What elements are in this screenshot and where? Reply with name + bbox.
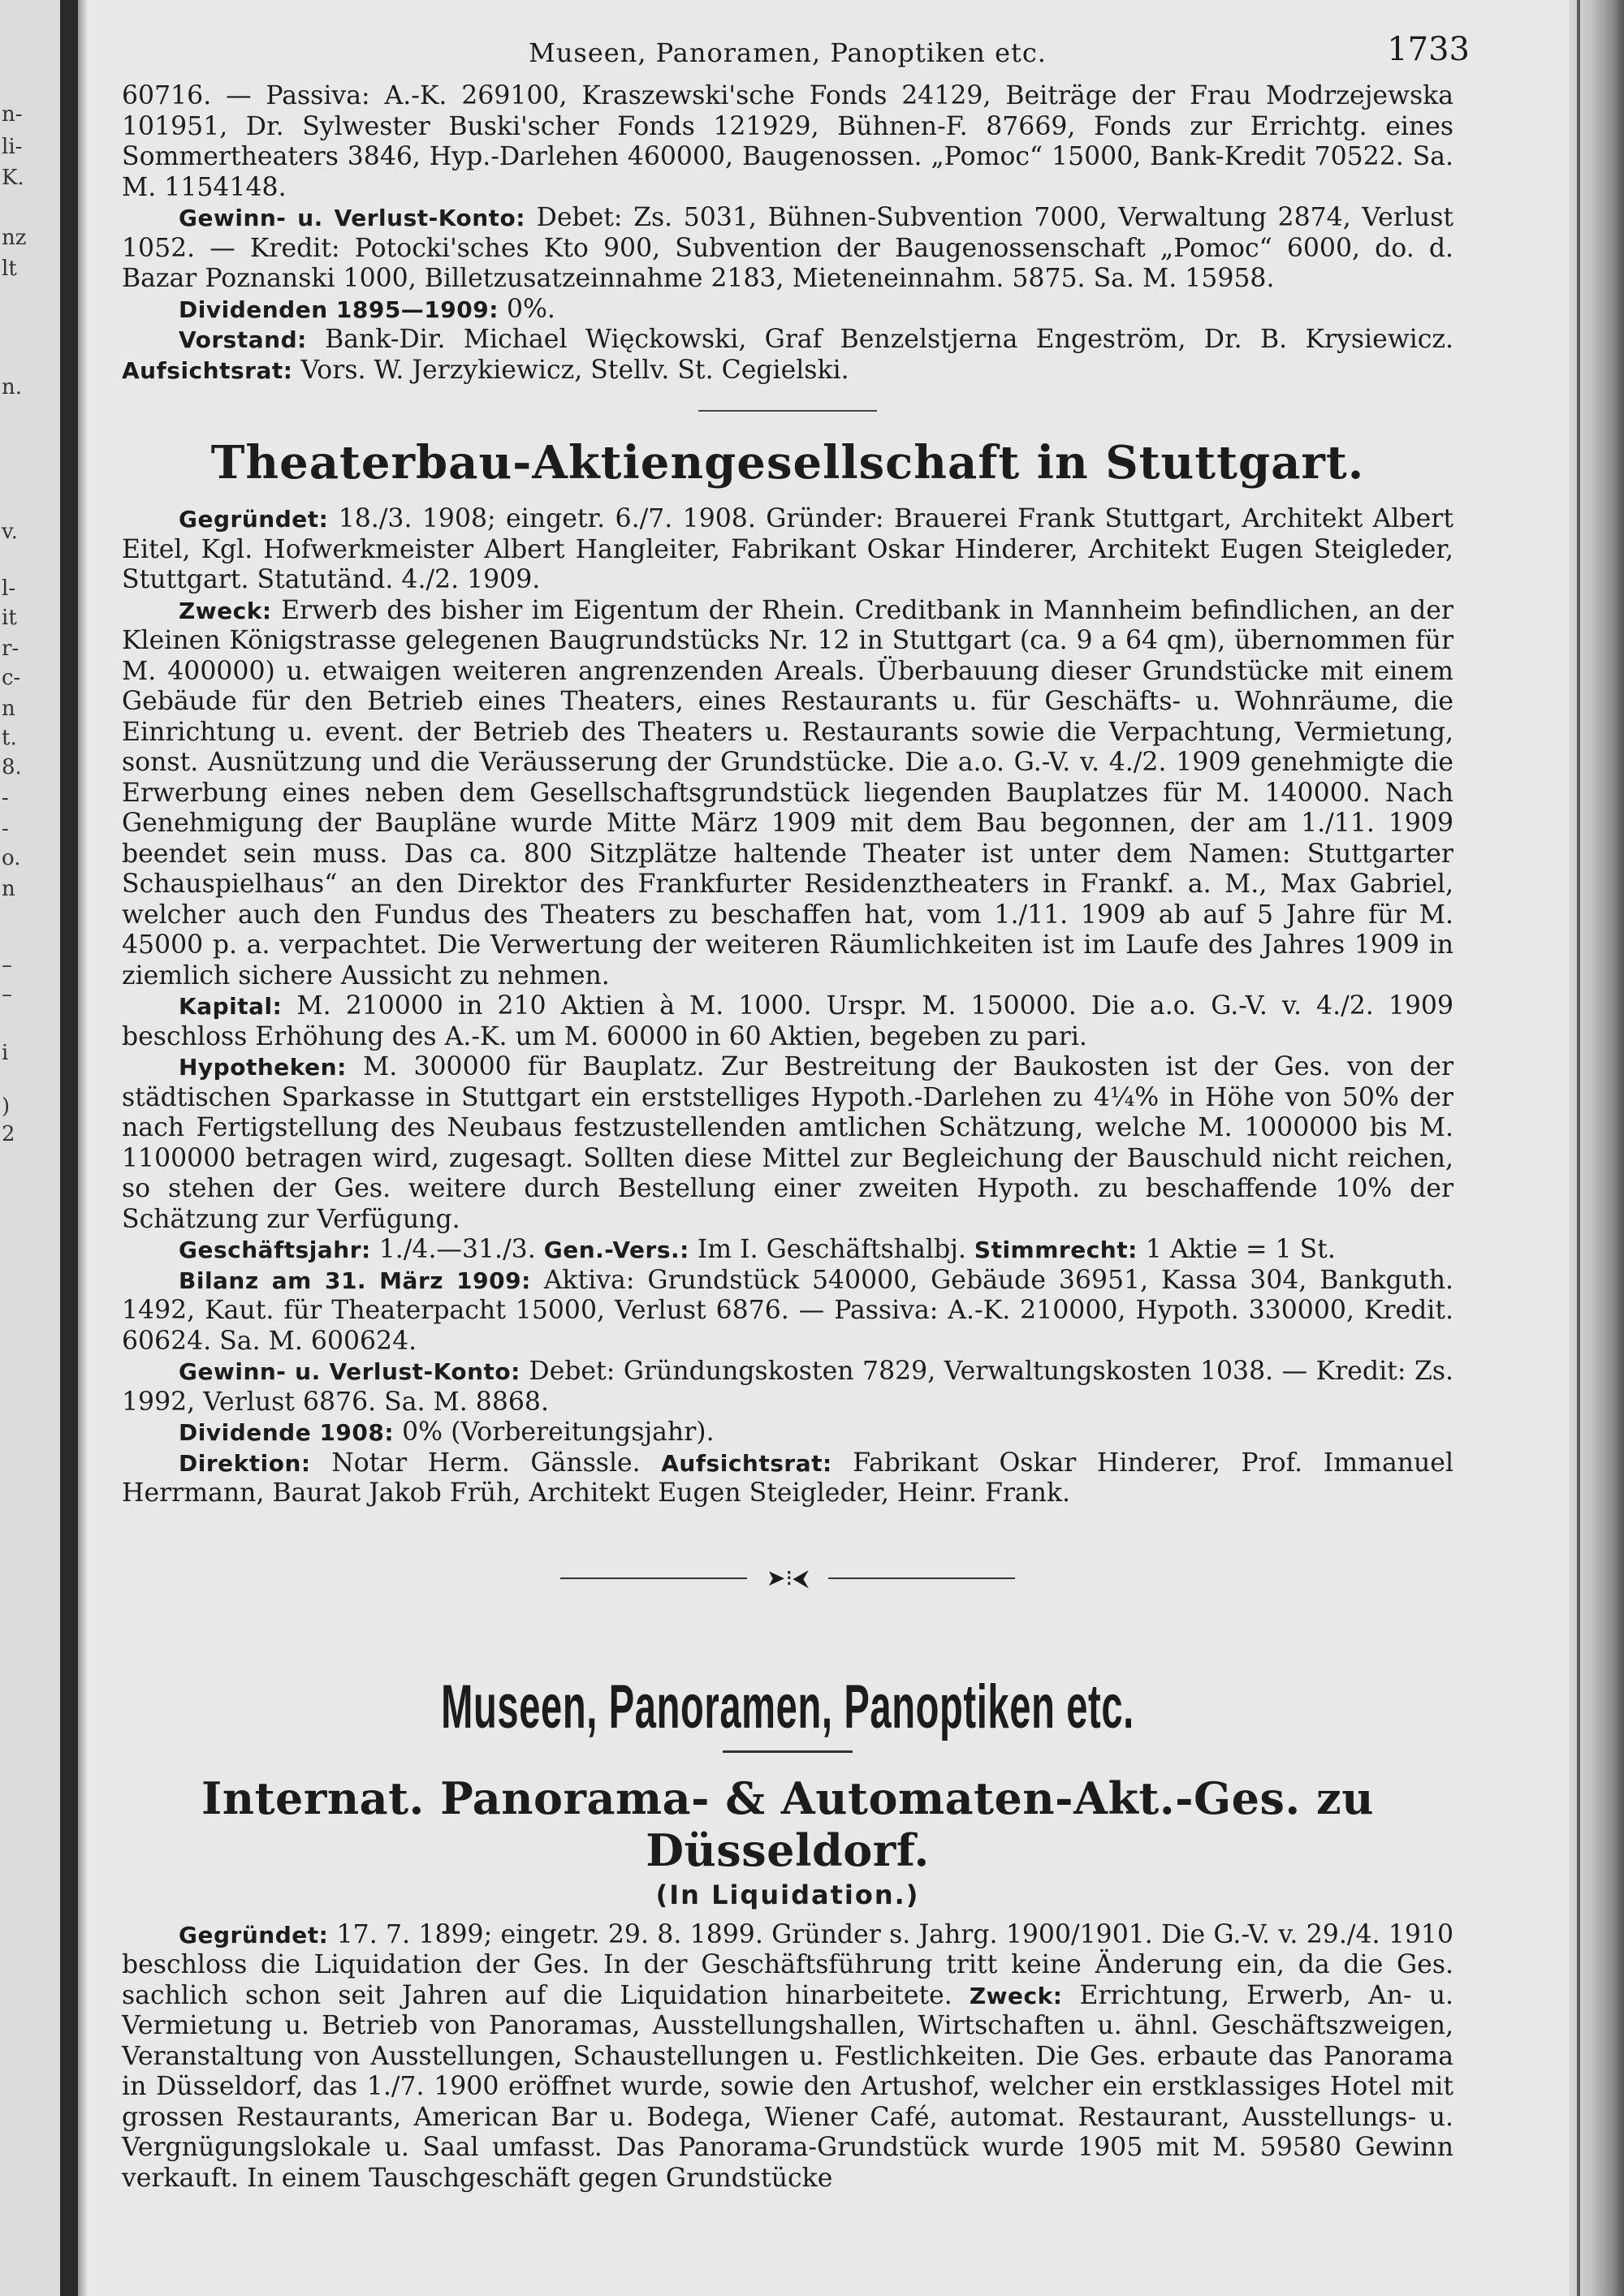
company-title: Theaterbau-Aktiengesellschaft in Stuttgart. bbox=[210, 436, 1365, 490]
gegruendet-label: Gegründet: bbox=[179, 506, 329, 533]
hypotheken-text: M. 300000 für Bauplatz. Zur Bestreitung der Baukosten ist der Ges. von der städtischen Sparkasse in Stuttgart ein erststelliges Hypoth.-Darlehen zu 4¼% in Höhe von 50% der nach Fertigstellung des Neubaus festzustellenden amtlichen Schätzung, welche M. 1000000 bis M. 1100000 betragen wird, zugesagt. Sollten diese Mittel zur Begleichung der Bauschuld nicht reichen, so stehen der Ges. weitere durch Bestellung einer zweiten Hypoth. zu beschaffende 10% der Schätzung zur Verfügung. bbox=[122, 1052, 1454, 1234]
direktion-paragraph bbox=[122, 1448, 1453, 1509]
stimmrecht-text: 1 Aktie = 1 St. bbox=[1145, 1235, 1336, 1264]
dividenden-label: Dividenden 1895—1909: bbox=[179, 296, 499, 323]
bilanz-paragraph bbox=[122, 1266, 1453, 1357]
gegruendet-label: Gegründet: bbox=[179, 1921, 329, 1949]
zweck-text: Erwerb des bisher im Eigentum der Rhein. Creditbank in Mannheim befindlichen, an der Kleinen Königstrasse gelegenen Baugrundstücks Nr. 12 in Stuttgart (ca. 9 a 64 qm), übernommen für M. 400000) u. etwaigen weiteren angrenzenden Areals. Überbauung dieser Grundstücke mit einem Gebäude für den Betrieb eines Theaters, eines Restaurants u. für Geschäfts- u. Wohnräume, die Einrichtung u. event. der Betrieb des Theaters u. Restaurants sowie die Verpachtung, Vermietung, sonst. Ausnützung und die Veräusserung der Grundstücke. Die a.o. G.-V. v. 4./2. 1909 genehmigte die Erwerbung eines neben dem Gesellschaftsgrundstück liegenden Bauplatzes für M. 140000. Nach Genehmigung der Baupläne wurde Mitte März 1909 mit dem Bau begonnen, der am 1./11. 1909 beendet sein muss. Das ca. 800 Sitzplätze haltende Theater ist unter dem Namen: Stuttgarter Schauspielhaus“ an den Direktor des Frankfurter Residenztheaters in Frankf. a. M., Max Gabriel, welcher auch den Fundus des Theaters zu beschaffen hat, vom 1./11. 1909 ab auf 5 Jahre für M. 45000 p. a. verpachtet. Die Verwertung der weiteren Räumlichkeiten ist im Laufe des Jahres 1909 in ziemlich sichere Aussicht zu nehmen. bbox=[122, 595, 1453, 990]
dividenden-text: 0%. bbox=[506, 294, 555, 324]
section-rule bbox=[723, 1750, 853, 1753]
ornament-divider bbox=[560, 1566, 1015, 1590]
hypotheken-label: Hypotheken: bbox=[179, 1054, 347, 1081]
separator-rule bbox=[698, 410, 877, 412]
vorstand-label: Vorstand: bbox=[179, 326, 307, 353]
aufsichtsrat-label: Aufsichtsrat: bbox=[122, 356, 293, 384]
adjacent-fragment: n- bbox=[2, 102, 23, 127]
zweck-label: Zweck: bbox=[179, 597, 272, 624]
hypotheken-paragraph bbox=[122, 1052, 1453, 1235]
adjacent-fragment: c- bbox=[2, 666, 21, 690]
stimmrecht-label: Stimmrecht: bbox=[974, 1236, 1138, 1263]
zweck-text: Errichtung, Erwerb, An- u. Vermietung u. Betrieb von Panoramas, Ausstellungshallen, Wirtschaften u. ähnl. Geschäftszweigen, Veranstaltung von Ausstellungen, Schaustellungen u. Festlichkeiten. Die Ges. erbaute das Panorama in Düsseldorf, das 1./7. 1900 eröffnet wurde, sowie den Artushof, welcher ein erstklassiges Hotel mit grossen Restaurants, American Bar u. Bodega, Wiener Café, automat. Restaurant, Ausstellungs- u. Vergnügungslokale u. Saal umfasst. Das Panorama-Grundstück wurde 1905 mit M. 59580 Gewinn verkauft. In einem Tauschgeschäft gegen Grundstücke bbox=[122, 1980, 1454, 2193]
page bbox=[122, 24, 1470, 2194]
vorstand-paragraph bbox=[122, 325, 1453, 386]
company-entry bbox=[122, 436, 1453, 1509]
gegruendet-paragraph bbox=[122, 1920, 1453, 2195]
company-title: Internat. Panorama- & Automaten-Akt.-Ges. zu Düsseldorf. bbox=[201, 1772, 1374, 1876]
previous-entry-continuation bbox=[122, 81, 1453, 386]
dividende-text: 0% (Vorbereitungsjahr). bbox=[402, 1418, 715, 1447]
spine-shadow bbox=[78, 0, 88, 2296]
gegruendet-text: 18./3. 1908; eingetr. 6./7. 1908. Gründer: Brauerei Frank Stuttgart, Architekt Albert Eitel, Kgl. Hofwerkmeister Albert Hangleiter, Fabrikant Oskar Hinderer, Architekt Eugen Steigleder, Stuttgart. Statutänd. 4./2. 1909. bbox=[122, 504, 1453, 594]
guv-label: Gewinn- u. Verlust-Konto: bbox=[179, 205, 525, 231]
adjacent-fragment: o. bbox=[2, 846, 21, 870]
page-edge bbox=[1569, 0, 1624, 2296]
bilanz-label: Bilanz am 31. März 1909: bbox=[179, 1267, 531, 1294]
zweck-paragraph bbox=[122, 596, 1453, 992]
adjacent-fragment: 8. bbox=[2, 755, 22, 779]
gegruendet-paragraph bbox=[122, 504, 1453, 596]
adjacent-fragment: n bbox=[2, 877, 15, 901]
geschaeftsjahr-label: Geschäftsjahr: bbox=[179, 1236, 371, 1263]
adjacent-fragment: – bbox=[2, 982, 12, 1007]
guv-paragraph bbox=[122, 1357, 1453, 1418]
geschaeftsjahr-paragraph bbox=[122, 1235, 1453, 1266]
direktion-text: Notar Herm. Gänssle. bbox=[331, 1448, 641, 1478]
kapital-text: M. 210000 in 210 Aktien à M. 1000. Urspr. M. 150000. Die a.o. G.-V. v. 4./2. 1909 beschloss Erhöhung des A.-K. um M. 60000 in 60 Aktien, begeben zu pari. bbox=[122, 991, 1454, 1051]
passiva-text: 60716. — Passiva: A.-K. 269100, Kraszewski'sche Fonds 24129, Beiträge der Frau Modrzejewska 101951, Dr. Sylwester Buski'scher Fonds 121929, Bühnen-F. 87669, Fonds zur Errichtg. eines Sommertheaters 3846, Hyp.-Darlehen 460000, Baugenossen. „Pomoc“ 15000, Bank-Kredit 70522. Sa. M. 1154148. bbox=[122, 81, 1453, 202]
guv-text: Debet: Gründungskosten 7829, Verwaltungskosten 1038. — Kredit: Zs. 1992, Verlust 6876. Sa. M. 8868. bbox=[122, 1357, 1454, 1417]
adjacent-fragment: 2 bbox=[2, 1122, 15, 1146]
guv-text: Debet: Zs. 5031, Bühnen-Subvention 7000, Verwaltung 2874, Verlust 1052. — Kredit: Potocki'sches Kto 900, Subvention der Baugenossenschaft „Pomoc“ 6000, do. d. Bazar Poznanski 1000, Billetzusatzeinnahme 2183, Mieteneinnahm. 5875. Sa. M. 15958. bbox=[122, 203, 1454, 293]
adjacent-page-strip bbox=[0, 0, 60, 2296]
aufsichtsrat-text: Vors. W. Jerzykiewicz, Stellv. St. Cegielski. bbox=[300, 355, 849, 385]
book-spine bbox=[60, 0, 78, 2296]
dividende-label: Dividende 1908: bbox=[179, 1419, 395, 1446]
adjacent-fragment: n bbox=[2, 697, 15, 721]
section-title: Museen, Panoramen, Panoptiken etc. bbox=[441, 1672, 1134, 1741]
company-entry bbox=[122, 1772, 1453, 2195]
passiva-paragraph bbox=[122, 81, 1453, 203]
genvers-text: Im I. Geschäftshalbj. bbox=[697, 1235, 966, 1264]
adjacent-fragment: li- bbox=[2, 135, 23, 159]
zweck-label: Zweck: bbox=[969, 1982, 1063, 2009]
adjacent-fragment: lt bbox=[2, 257, 17, 281]
direktion-label: Direktion: bbox=[179, 1449, 311, 1477]
ornament-glyph: ➤⁝⮜ bbox=[766, 1564, 810, 1591]
ornament-line-right bbox=[828, 1577, 1015, 1579]
adjacent-fragment: nz bbox=[2, 226, 27, 250]
adjacent-fragment: l- bbox=[2, 576, 16, 601]
aufsichtsrat-label: Aufsichtsrat: bbox=[661, 1449, 832, 1477]
guv-label: Gewinn- u. Verlust-Konto: bbox=[179, 1358, 520, 1385]
liquidation-status: (In Liquidation.) bbox=[655, 1879, 920, 1910]
bilanz-text: Aktiva: Grundstück 540000, Gebäude 36951, Kassa 304, Bankguth. 1492, Kaut. für Theaterpacht 15000, Verlust 6876. — Passiva: A.-K. 210000, Hypoth. 330000, Kredit. 60624. Sa. M. 600624. bbox=[122, 1265, 1454, 1356]
page-number: 1733 bbox=[1387, 31, 1470, 68]
adjacent-fragment: it bbox=[2, 606, 17, 630]
adjacent-fragment: t. bbox=[2, 726, 17, 750]
genvers-label: Gen.-Vers.: bbox=[543, 1236, 689, 1263]
running-head bbox=[122, 24, 1470, 81]
dividende-paragraph bbox=[122, 1418, 1453, 1448]
geschaeftsjahr-text: 1./4.—31./3. bbox=[378, 1235, 536, 1264]
ornament-line-left bbox=[560, 1577, 747, 1579]
running-head-title: Museen, Panoramen, Panoptiken etc. bbox=[529, 37, 1047, 68]
aufsichtsrat-text: Fabrikant Oskar Hinderer, Prof. Immanuel Herrmann, Baurat Jakob Früh, Architekt Eugen Steigleder, Heinr. Frank. bbox=[122, 1448, 1454, 1508]
adjacent-fragment: - bbox=[2, 786, 9, 810]
adjacent-fragment: – bbox=[2, 953, 12, 978]
dividenden-paragraph bbox=[122, 295, 1453, 326]
adjacent-fragment: K. bbox=[2, 166, 24, 190]
adjacent-fragment: r- bbox=[2, 637, 19, 661]
adjacent-fragment: v. bbox=[2, 520, 18, 544]
kapital-label: Kapital: bbox=[179, 993, 283, 1020]
adjacent-fragment: i bbox=[2, 1041, 9, 1065]
adjacent-fragment: n. bbox=[2, 375, 23, 399]
adjacent-fragment: ) bbox=[2, 1094, 11, 1119]
kapital-paragraph bbox=[122, 991, 1453, 1052]
adjacent-fragment: - bbox=[2, 817, 9, 841]
guv-paragraph bbox=[122, 203, 1453, 295]
gegruendet-text: 17. 7. 1899; eingetr. 29. 8. 1899. Gründer s. Jahrg. 1900/1901. Die G.-V. v. 29./4. 1910 beschloss die Liquidation der Ges. In der Geschäftsführung tritt keine Änderung ein, da die Ges. sachlich schon seit Jahren auf die Liquidation hinarbeitete. bbox=[122, 1919, 1453, 2010]
vorstand-text: Bank-Dir. Michael Więckowski, Graf Benzelstjerna Engeström, Dr. B. Krysiewicz. bbox=[325, 325, 1454, 354]
